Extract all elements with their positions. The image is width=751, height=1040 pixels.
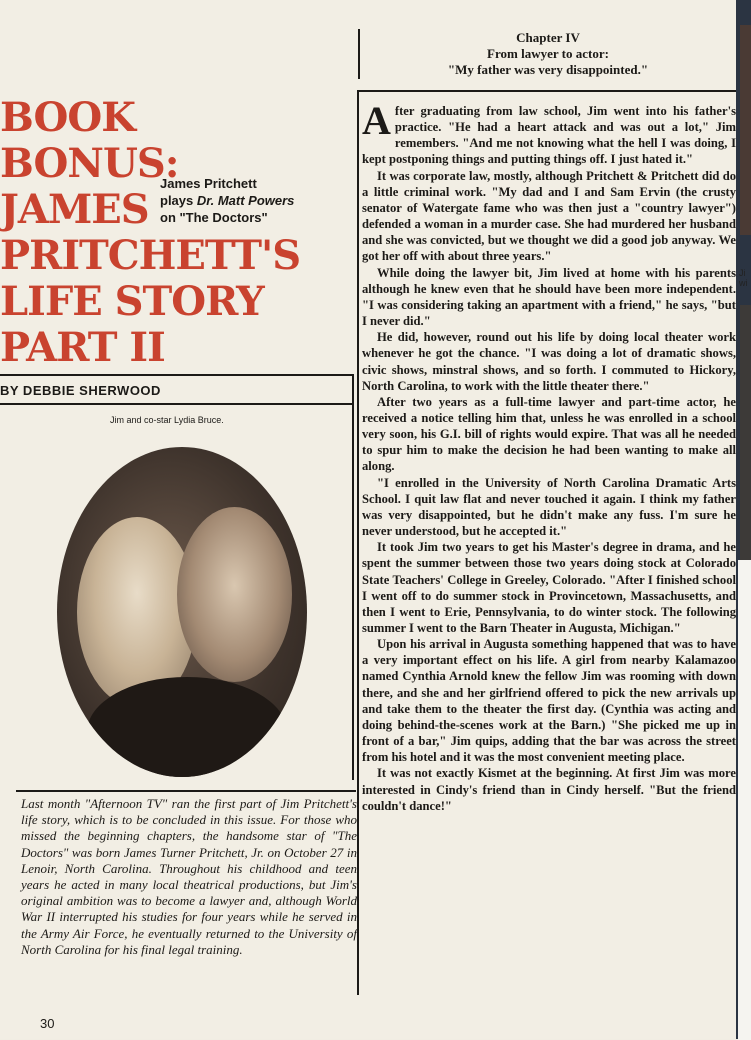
photo-clothing — [87, 677, 287, 777]
photo-box-rule — [352, 374, 354, 780]
body-paragraph: He did, however, round out his life by doing local theater work whenever he got the chance. "I was doing a lot of dramatic shows, civic shows, minstral shows, and so forth. I commuted to Hickory, North Carolina, to work with the little theater there." — [362, 330, 736, 393]
article-subhead — [160, 175, 350, 226]
chapter-title: From lawyer to actor: — [487, 46, 609, 61]
body-paragraph: After two years as a full-time lawyer and part-time actor, he received a notice telling him that, unless he was enrolled in a school very soon, his G.I. bill of rights would expire. That was all he needed to spur him to make the decision he had been wanting to make all along. — [362, 394, 736, 474]
article-body — [362, 98, 736, 814]
chapter-number: Chapter IV — [516, 30, 580, 45]
adjacent-page-photo — [740, 305, 751, 560]
chapter-quote: "My father was very disappointed." — [447, 62, 649, 77]
photo-man — [177, 507, 292, 682]
body-paragraph: While doing the lawyer bit, Jim lived at home with his parents although he knew even that he should have been more independent. "I was considering taking an apartment with a friend," he says, "but I never did." — [362, 265, 736, 329]
body-paragraph: Upon his arrival in Augusta something happened that was to have a very important effect on his life. A girl from nearby Kalamazoo named Cynthia Arnold knew the fellow Jim was rooming with down there, and she and her girlfriend offered to pick the new arrivals up and take them to the theater the first day. (Cynthia was acting and doing behind-the-scenes work at the Barn.) "She picked me up in front of a bar," Jim quips, adding that the bar was across the street from his hotel and it was the most convenient meeting place. — [362, 637, 736, 765]
body-paragraph — [362, 98, 736, 168]
byline-rule-bottom — [0, 403, 352, 405]
article-headline: BOOK BONUS: JAMES PRITCHETT'S LIFE STORY PART II — [0, 94, 301, 371]
byline: BY DEBBIE SHERWOOD — [0, 383, 161, 398]
cast-photo — [57, 447, 307, 777]
paragraph-text: fter graduating from law school, Jim went into his father's practice. "He had a heart attack and was out a lot," Jim remembers. "And me not knowing what the hell I was doing, I kept postponing things and putting things off. I just hated it." — [362, 104, 736, 167]
body-paragraph: It took Jim two years to get his Master's degree in drama, and he spent the summer between those two years doing stock at Colorado State Teachers' College in Greeley, Colorado. "After I finished school I went off to do summer stock in Provincetown, Massachusetts, and then I went to Erie, Pennsylvania, to do winter stock. The following summer I went to the Barn Theater in Augusta, Michigan." — [362, 540, 736, 635]
subhead-role: Dr. Matt Powers — [196, 193, 295, 208]
body-paragraph: "I enrolled in the University of North Carolina Dramatic Arts School. I quit law flat and never touched it again. I think my father was very disappointed, but he didn't make any fuss. I'm sure he never understood, but he accepted it." — [362, 475, 736, 539]
chapter-heading — [358, 30, 738, 78]
subhead-line: on "The Doctors" — [160, 210, 268, 225]
adjacent-page-text: Ji wi — [739, 268, 748, 288]
column-rule — [357, 90, 359, 995]
intro-text: Last month "Afternoon TV" ran the first part of Jim Pritchett's life story, which is to be concluded in this issue. For those who missed the beginning chapters, the handsome star of "The Doctors" was born James Turner Pritchett, Jr. on October 27 in Lenoir, North Carolina. Throughout his childhood and teen years he acted in many local theatrical productions, but Jim's original ambition was to become a lawyer and, although World War II interrupted his studies for four years while he served in the Army Air Force, he eventually returned to the University of North Carolina for his final legal training. — [21, 796, 357, 957]
page-number: 30 — [40, 1016, 55, 1031]
subhead-line: James Pritchett — [160, 176, 257, 191]
photo-caption: Jim and co-star Lydia Bruce. — [110, 415, 224, 425]
chapter-rule-bottom — [358, 90, 736, 92]
body-paragraph: It was corporate law, mostly, although Pritchett & Pritchett did do a little criminal work. "My dad and I and Sam Ervin (the crusty senator of Watergate fame who was then just a "country lawyer") defended a woman in a murder case. She had murdered her husband and she was convicted, but we thought we did a good job anyway. We got her off with about three years." — [362, 168, 736, 264]
body-paragraph: It was not exactly Kismet at the beginning. At first Jim was more interested in Cindy's friend than in Cindy herself. "But the friend couldn't dance!" — [362, 766, 736, 813]
drop-cap: A — [362, 98, 391, 143]
adjacent-page-blank — [738, 560, 751, 1040]
byline-rule-top — [0, 374, 352, 376]
subhead-text: plays — [160, 193, 197, 208]
subhead-line — [160, 192, 350, 209]
adjacent-page-photo — [740, 25, 751, 235]
